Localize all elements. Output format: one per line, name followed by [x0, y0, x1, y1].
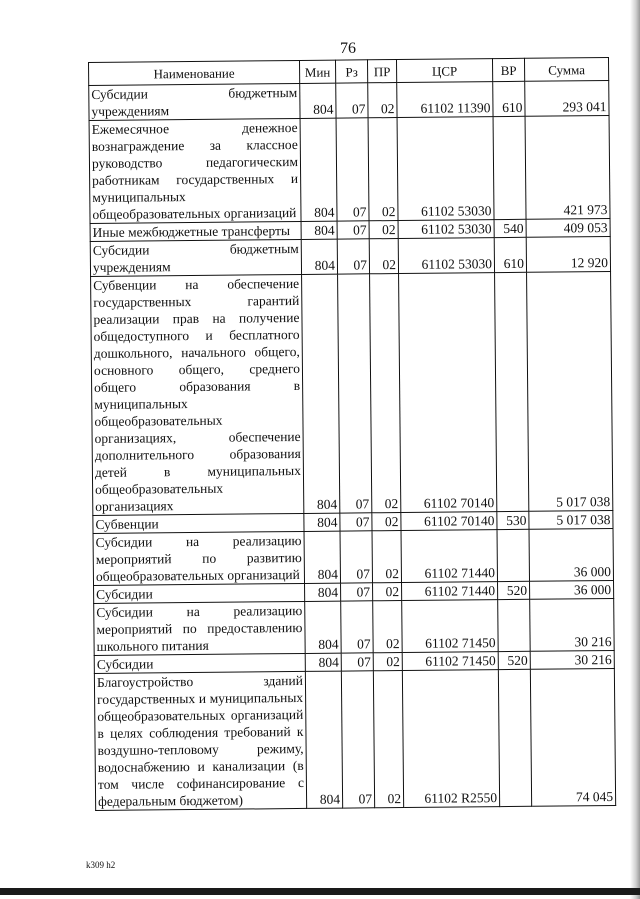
header-name: Наименование [89, 60, 300, 85]
row-sum: 36 000 [530, 580, 614, 599]
row-min: 804 [305, 671, 342, 808]
row-min: 804 [304, 513, 340, 531]
row-sum: 293 041 [525, 81, 609, 117]
row-csr: 61102 71440 [401, 530, 497, 583]
row-sum: 12 920 [526, 236, 610, 272]
row-pr: 02 [373, 653, 402, 671]
row-min: 804 [305, 653, 341, 671]
footer-code: k309 h2 [86, 860, 116, 870]
row-csr: 61102 71440 [402, 582, 498, 601]
row-name: Субсидии бюджетным учреждениям [89, 83, 300, 120]
row-csr: 61102 53030 [397, 117, 494, 221]
row-pr: 02 [373, 671, 403, 808]
row-rz: 07 [336, 83, 368, 118]
row-pr: 02 [369, 221, 398, 239]
row-rz: 07 [341, 653, 373, 671]
row-vr [495, 272, 529, 511]
header-sum: Сумма [524, 58, 608, 82]
row-vr: 530 [497, 511, 529, 529]
row-sum: 5 017 038 [527, 271, 613, 511]
row-csr: 61102 53030 [398, 238, 494, 274]
row-name: Благоустройство зданий государственных и муниципальных общеобразовательных организаций в целях соблюдения требований к воздушно-тепловому режиму, водоснабжению и канализации (в том числе софинансирование с федеральным бюджетом) [94, 671, 306, 810]
row-sum: 36 000 [529, 528, 613, 581]
row-name: Субвенции на обеспечение государственных гарантий реализации прав на получение общедоступного и бесплатного дошкольного, начального общего, основного общего, среднего общего образования в муниципальных общеобразовательных организациях, обеспечение дополнительного образования детей в муниципальных общеобразовательных организациях [91, 274, 304, 515]
table-row [94, 668, 615, 810]
row-sum: 409 053 [526, 218, 610, 237]
row-vr: 610 [494, 237, 526, 272]
row-pr: 02 [368, 83, 397, 118]
row-sum: 30 216 [530, 598, 614, 651]
row-name: Субсидии на реализацию мероприятий по предоставлению школьного питания [94, 601, 305, 655]
row-vr: 520 [498, 651, 530, 669]
row-csr: 61102 70140 [401, 512, 497, 531]
row-min: 804 [305, 601, 341, 653]
row-rz: 07 [336, 118, 369, 221]
row-pr: 02 [369, 239, 398, 274]
row-csr: 61102 11390 [397, 82, 493, 118]
row-vr [498, 669, 531, 806]
page-number: 76 [340, 40, 356, 57]
row-min: 804 [305, 583, 341, 601]
header-min: Мин [299, 60, 335, 83]
row-pr: 02 [368, 118, 398, 221]
row-vr [498, 599, 530, 651]
header-vr: ВР [492, 58, 524, 81]
row-rz: 07 [337, 239, 369, 274]
row-min: 804 [300, 83, 336, 118]
row-name: Субсидии бюджетным учреждениям [90, 239, 301, 276]
row-sum: 5 017 038 [529, 510, 613, 529]
row-min: 804 [301, 221, 337, 239]
table-row [91, 271, 613, 515]
row-sum: 421 973 [525, 116, 610, 220]
row-csr: 61102 71450 [402, 652, 498, 671]
row-name: Ежемесячное денежное вознаграждение за классное руководство педагогическим работникам государственных и муниципальных общеобразовательных организаций [89, 118, 301, 223]
row-vr [493, 116, 526, 219]
row-name: Субсидии [94, 653, 305, 673]
row-rz: 07 [341, 601, 373, 653]
budget-table [88, 57, 616, 811]
row-csr: 61102 70140 [399, 273, 497, 513]
table-row [93, 528, 613, 585]
row-pr: 02 [372, 513, 401, 531]
scan-edge-shadow [630, 0, 640, 899]
table-row [89, 116, 610, 224]
row-rz: 07 [340, 531, 372, 583]
row-name: Субвенции [93, 513, 304, 533]
table-row [90, 236, 610, 276]
row-csr: 61102 53030 [398, 220, 494, 239]
row-rz: 07 [337, 221, 369, 239]
row-vr [497, 529, 529, 581]
scan-bottom-bar [0, 888, 640, 895]
row-name: Субсидии на реализацию мероприятий по развитию общеобразовательных организаций [93, 531, 304, 585]
row-min: 804 [304, 531, 340, 583]
row-csr: 61102 71450 [402, 600, 498, 653]
row-vr: 540 [494, 219, 526, 237]
header-pr: ПР [367, 60, 396, 83]
row-pr: 02 [373, 583, 402, 601]
row-vr: 610 [493, 81, 525, 116]
row-rz: 07 [338, 274, 372, 513]
row-name: Иные межбюджетные трансферты [90, 221, 301, 241]
table-row [89, 81, 609, 121]
row-pr: 02 [372, 531, 401, 583]
row-pr: 02 [370, 274, 401, 513]
header-csr: ЦСР [396, 59, 492, 83]
row-pr: 02 [373, 601, 402, 653]
row-name: Субсидии [94, 583, 305, 603]
row-rz: 07 [340, 513, 372, 531]
row-min: 804 [301, 239, 337, 274]
row-rz: 07 [341, 583, 373, 601]
row-min: 804 [302, 274, 340, 513]
row-vr: 520 [498, 581, 530, 599]
header-rz: Рз [335, 60, 367, 83]
row-rz: 07 [341, 671, 374, 808]
row-sum: 74 045 [530, 668, 615, 806]
row-min: 804 [300, 118, 337, 221]
row-sum: 30 216 [530, 650, 614, 669]
table-row [94, 598, 614, 655]
row-csr: 61102 R2550 [402, 670, 499, 808]
